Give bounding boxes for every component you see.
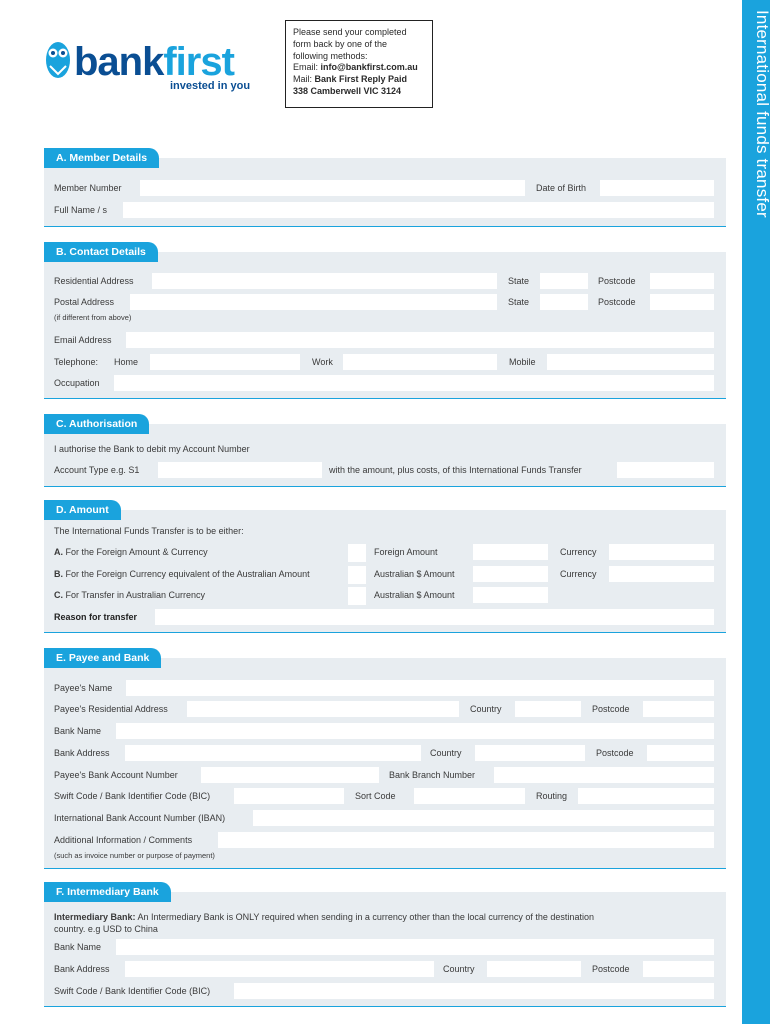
label-mobile: Mobile: [509, 357, 536, 367]
option-a-checkbox[interactable]: [348, 544, 366, 562]
payee-name-field[interactable]: [126, 680, 714, 696]
section-title-f: F. Intermediary Bank: [44, 882, 171, 902]
bank-branch-field[interactable]: [494, 767, 714, 783]
label-additional: Additional Information / Comments: [54, 835, 193, 845]
full-name-field[interactable]: [123, 202, 714, 218]
occupation-field[interactable]: [114, 375, 714, 391]
section-title-c: C. Authorisation: [44, 414, 149, 434]
work-phone-field[interactable]: [343, 354, 497, 370]
label-currency-a: Currency: [560, 547, 597, 557]
iban-field[interactable]: [253, 810, 714, 826]
bank-address-field[interactable]: [125, 745, 421, 761]
mobile-field[interactable]: [547, 354, 714, 370]
label-swift: Swift Code / Bank Identifier Code (BIC): [54, 791, 211, 801]
label-amount-intro: The International Funds Transfer is to be either:: [54, 526, 244, 536]
reason-field[interactable]: [155, 609, 714, 625]
home-phone-field[interactable]: [150, 354, 300, 370]
routing-field[interactable]: [578, 788, 714, 804]
label-postcode-2: Postcode: [598, 297, 636, 307]
postal-postcode-field[interactable]: [650, 294, 714, 310]
owl-icon: [44, 40, 72, 80]
sort-code-field[interactable]: [414, 788, 525, 804]
account-type-field[interactable]: [158, 462, 322, 478]
label-bank-country: Country: [430, 748, 462, 758]
res-state-field[interactable]: [540, 273, 588, 289]
intermediary-note-line2: country. e.g USD to China: [54, 924, 158, 934]
label-bank-branch: Bank Branch Number: [389, 770, 476, 780]
tagline: invested in you: [170, 80, 251, 92]
label-int-bank-name: Bank Name: [54, 942, 102, 952]
payee-account-field[interactable]: [201, 767, 379, 783]
option-c-checkbox[interactable]: [348, 587, 366, 605]
sidebar-title-tab: [742, 0, 770, 1024]
int-postcode-field[interactable]: [643, 961, 714, 977]
postal-address-field[interactable]: [130, 294, 497, 310]
member-number-field[interactable]: [140, 180, 525, 196]
aud-amount-b-field[interactable]: [473, 566, 548, 582]
label-account-type: Account Type e.g. S1: [54, 465, 140, 475]
label-email: Email Address: [54, 335, 112, 345]
label-bank-address: Bank Address: [54, 748, 110, 758]
res-address-field[interactable]: [152, 273, 497, 289]
res-postcode-field[interactable]: [650, 273, 714, 289]
email-field[interactable]: [126, 332, 714, 348]
int-bank-name-field[interactable]: [116, 939, 714, 955]
label-iban: International Bank Account Number (IBAN): [54, 813, 226, 823]
label-state-2: State: [508, 297, 530, 307]
label-postcode: Postcode: [598, 276, 636, 286]
label-res-address: Residential Address: [54, 276, 134, 286]
label-int-swift: Swift Code / Bank Identifier Code (BIC): [54, 986, 211, 996]
label-postal-note: (if different from above): [54, 313, 132, 322]
label-int-bank-address: Bank Address: [54, 964, 110, 974]
bank-country-field[interactable]: [475, 745, 585, 761]
label-bank-name: Bank Name: [54, 726, 102, 736]
label-payee-postcode: Postcode: [592, 704, 630, 714]
int-country-field[interactable]: [487, 961, 581, 977]
label-routing: Routing: [536, 791, 568, 801]
bank-postcode-field[interactable]: [647, 745, 714, 761]
foreign-amount-field[interactable]: [473, 544, 548, 560]
label-sort-code: Sort Code: [355, 791, 396, 801]
label-work: Work: [312, 357, 333, 367]
payee-country-field[interactable]: [515, 701, 581, 717]
option-a-label: A. For the Foreign Amount & Currency: [54, 547, 208, 557]
postal-state-field[interactable]: [540, 294, 588, 310]
int-bank-address-field[interactable]: [125, 961, 434, 977]
label-int-country: Country: [443, 964, 475, 974]
section-title-d: D. Amount: [44, 500, 121, 520]
label-int-postcode: Postcode: [592, 964, 630, 974]
email-link[interactable]: info@bankfirst.com.au: [320, 62, 418, 73]
payee-postcode-field[interactable]: [643, 701, 714, 717]
label-payee-address: Payee's Residential Address: [54, 704, 168, 714]
label-dob: Date of Birth: [536, 183, 587, 193]
label-payee-name: Payee's Name: [54, 683, 113, 693]
label-full-name: Full Name / s: [54, 205, 108, 215]
label-postal-address: Postal Address: [54, 297, 115, 307]
aud-amount-c-field[interactable]: [473, 587, 548, 603]
int-swift-field[interactable]: [234, 983, 714, 999]
label-currency-b: Currency: [560, 569, 597, 579]
dob-field[interactable]: [600, 180, 714, 196]
swift-field[interactable]: [234, 788, 344, 804]
label-foreign-amount: Foreign Amount: [374, 547, 438, 557]
label-state: State: [508, 276, 530, 286]
additional-info-field[interactable]: [218, 832, 714, 848]
label-payee-account: Payee's Bank Account Number: [54, 770, 178, 780]
label-bank-postcode: Postcode: [596, 748, 634, 758]
label-aud-amount-b: Australian $ Amount: [374, 569, 455, 579]
payee-address-field[interactable]: [187, 701, 459, 717]
section-title-b: B. Contact Details: [44, 242, 158, 262]
label-home: Home: [114, 357, 139, 367]
label-additional-note: (such as invoice number or purpose of payment): [54, 851, 215, 860]
label-aud-amount-c: Australian $ Amount: [374, 590, 455, 600]
send-instructions-box: Please send your completed form back by one of the following methods: Email: info@bankfirst.com.au Mail: Bank First Reply Paid 338 Camberwell VIC 3124: [285, 20, 433, 108]
label-with-amount: with the amount, plus costs, of this International Funds Transfer: [329, 465, 582, 475]
label-telephone: Telephone:: [54, 357, 99, 367]
option-b-label: B. For the Foreign Currency equivalent of the Australian Amount: [54, 569, 310, 579]
logo-wordmark: bankfirst: [74, 40, 234, 84]
transfer-amount-field[interactable]: [617, 462, 714, 478]
label-payee-country: Country: [470, 704, 502, 714]
label-occupation: Occupation: [54, 378, 100, 388]
section-title-e: E. Payee and Bank: [44, 648, 161, 668]
label-member-number: Member Number: [54, 183, 122, 193]
option-c-label: C. For Transfer in Australian Currency: [54, 590, 206, 600]
bank-name-field[interactable]: [116, 723, 714, 739]
label-authorise: I authorise the Bank to debit my Account Number: [54, 444, 250, 454]
currency-b-field[interactable]: [609, 566, 714, 582]
option-b-checkbox[interactable]: [348, 566, 366, 584]
section-title-a: A. Member Details: [44, 148, 159, 168]
intermediary-note: Intermediary Bank: An Intermediary Bank is ONLY required when sending in a currency other than the local currency of the destination: [54, 912, 594, 922]
currency-a-field[interactable]: [609, 544, 714, 560]
label-reason: Reason for transfer: [54, 612, 138, 622]
sidebar-title: International funds transfer: [753, 10, 772, 218]
